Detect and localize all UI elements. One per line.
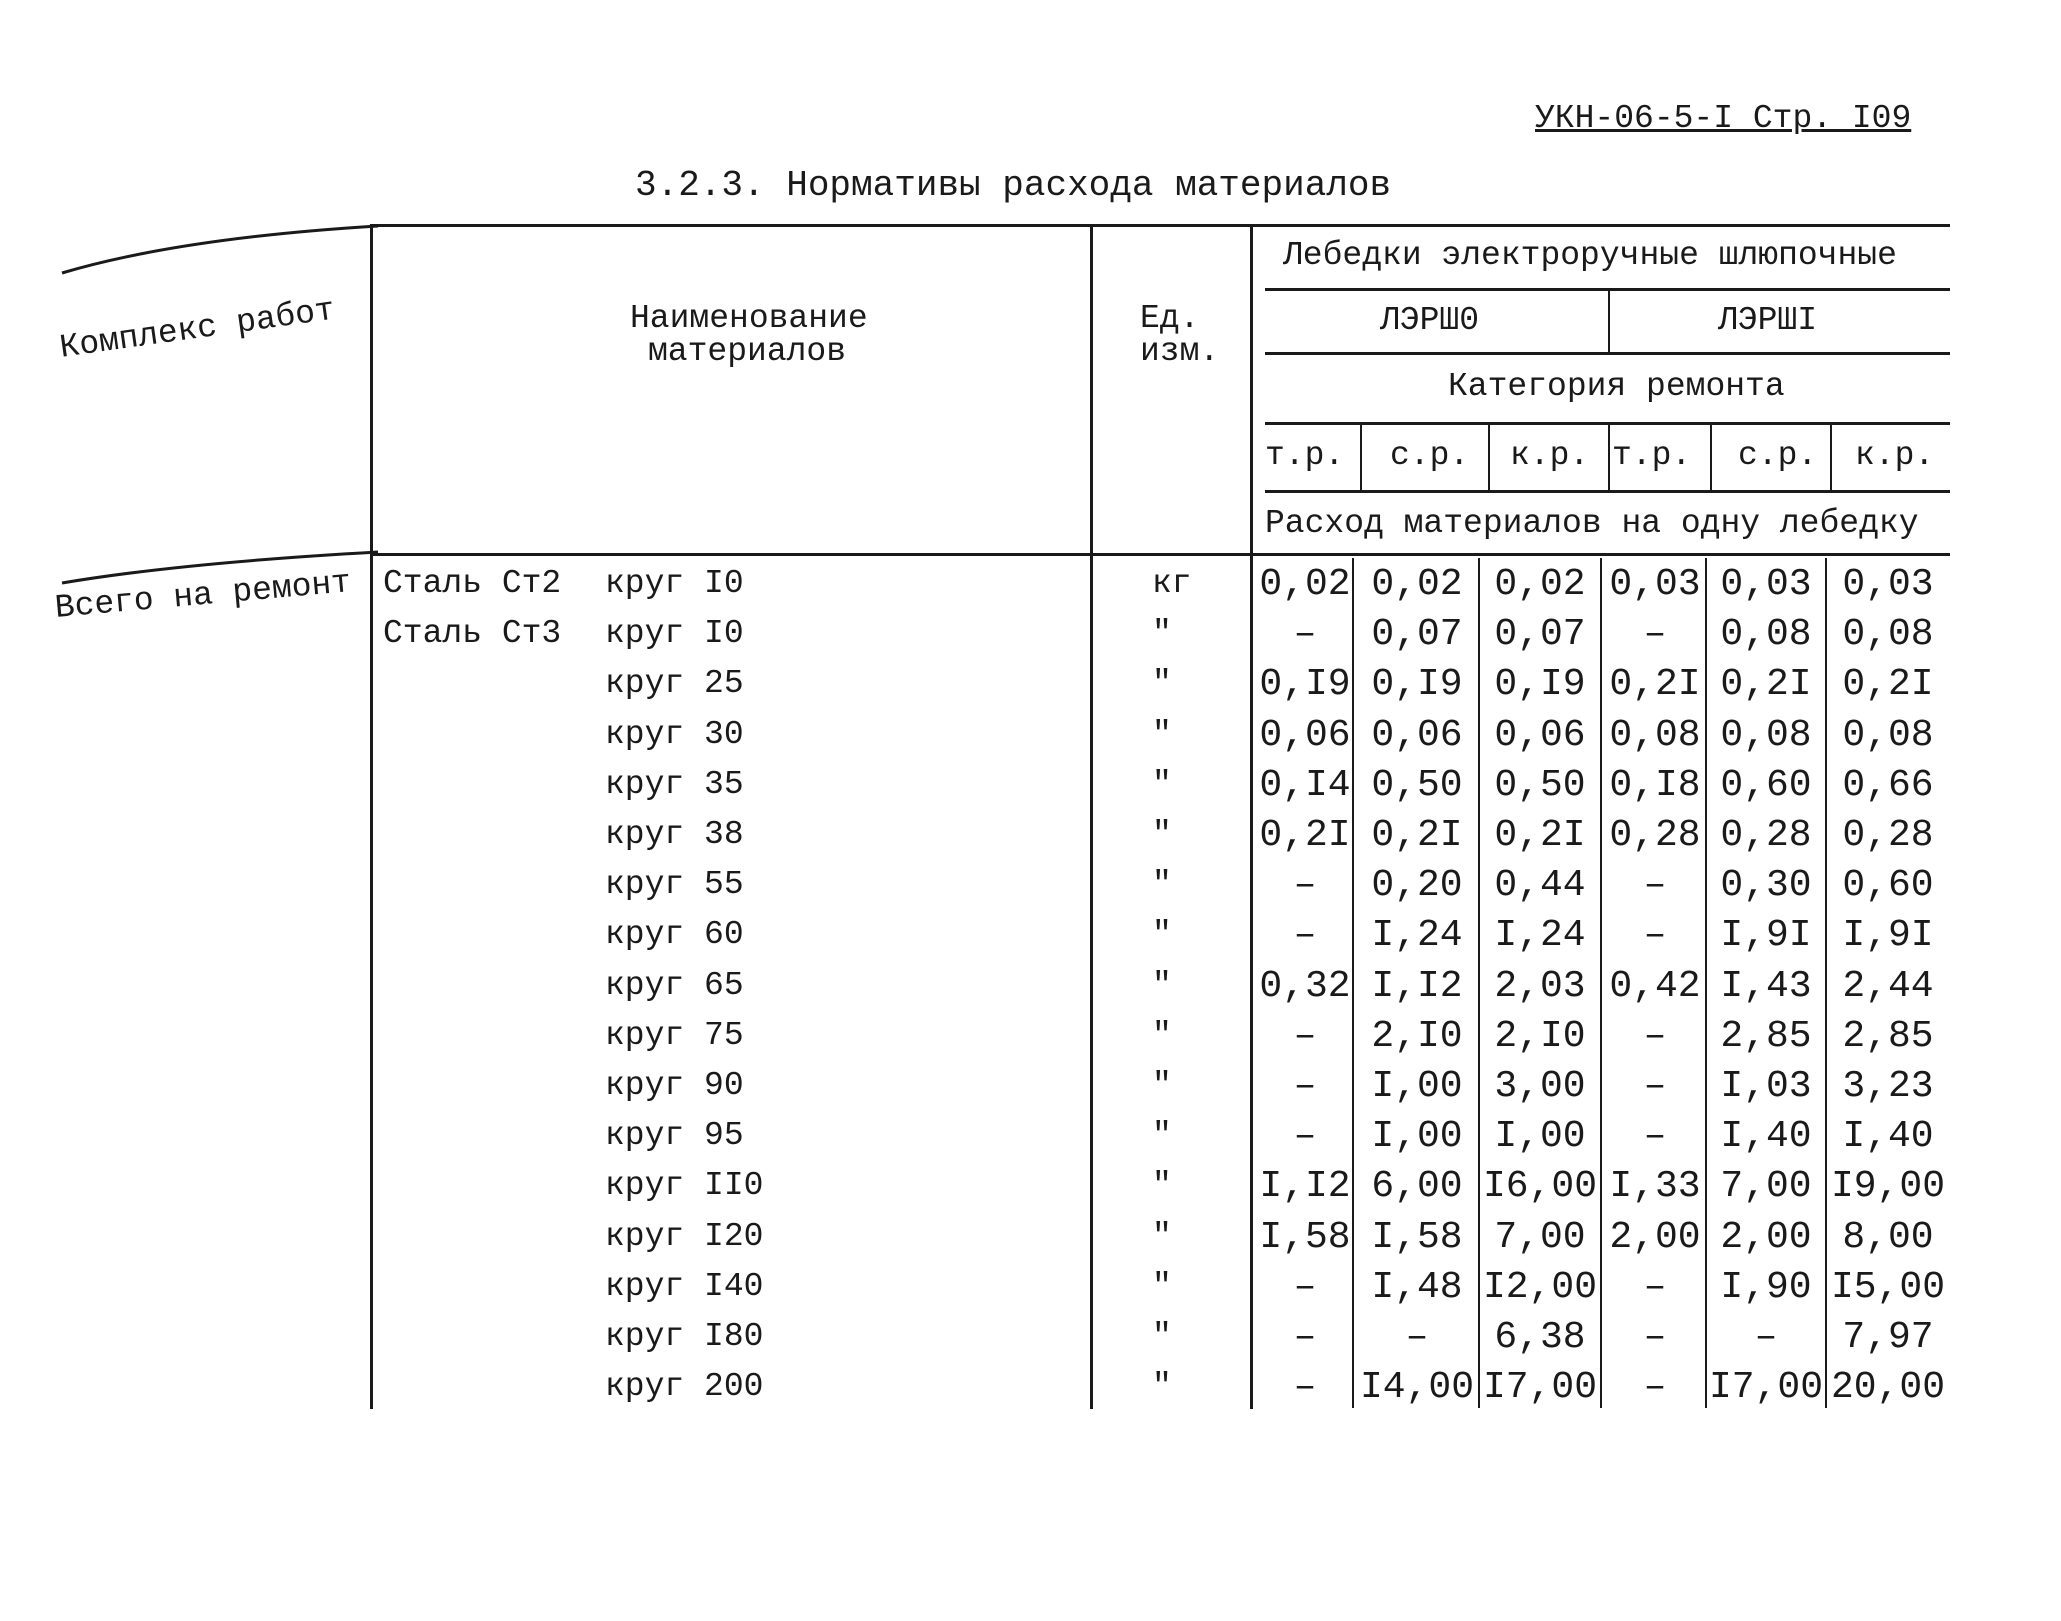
value-cell: 0,06 xyxy=(1494,713,1586,757)
value-cell: – xyxy=(1754,1316,1778,1359)
model-b-header: ЛЭРШI xyxy=(1718,302,1818,339)
unit-cell: " xyxy=(1152,1217,1172,1255)
value-cell: I,00 xyxy=(1371,1115,1463,1159)
value-cell: I,58 xyxy=(1259,1215,1351,1259)
value-cell: 0,I4 xyxy=(1259,763,1351,807)
value-cell: – xyxy=(1643,914,1667,958)
complex-label: Всего на ремонт xyxy=(53,564,353,627)
value-cell: I4,00 xyxy=(1359,1366,1475,1410)
material-item: круг 30 xyxy=(605,715,744,753)
value-cell: 0,2I xyxy=(1720,663,1812,707)
value-cell: – xyxy=(1643,1115,1667,1159)
unit-cell: " xyxy=(1152,1267,1172,1305)
top-rule xyxy=(370,224,1950,227)
material-item: круг 55 xyxy=(605,866,744,904)
category-sr-b: с.р. xyxy=(1738,437,1818,474)
material-item: круг I0 xyxy=(605,565,744,602)
unit-cell: " xyxy=(1152,1117,1172,1155)
repair-category-header: Категория ремонта xyxy=(1448,368,1785,405)
value-cell: 0,50 xyxy=(1371,763,1463,807)
value-cell: I,9I xyxy=(1720,914,1812,958)
value-cell: 0,03 xyxy=(1609,563,1701,606)
value-cell: – xyxy=(1293,1014,1317,1058)
value-cell: 2,85 xyxy=(1842,1014,1934,1058)
material-item: круг 90 xyxy=(605,1067,744,1104)
unit-cell: " xyxy=(1152,1016,1172,1054)
value-cell: 7,00 xyxy=(1720,1165,1812,1209)
unit-cell: " xyxy=(1152,765,1172,803)
category-kr-a: к.р. xyxy=(1510,437,1590,474)
material-item: круг 60 xyxy=(605,916,744,954)
value-cell: 0,2I xyxy=(1371,814,1463,857)
value-cell: 6,38 xyxy=(1494,1316,1586,1359)
value-cell: – xyxy=(1293,1065,1317,1108)
consumption-header: Расход материалов на одну лебедку xyxy=(1265,505,1919,542)
category-kr-b: к.р. xyxy=(1855,437,1935,474)
value-cell: – xyxy=(1643,613,1667,657)
material-name-header-2: материалов xyxy=(648,333,847,370)
complex-header: Комплекс работ xyxy=(57,291,338,367)
value-cell: 0,08 xyxy=(1609,713,1701,757)
value-cell: 0,44 xyxy=(1494,864,1586,908)
value-cell: I,03 xyxy=(1720,1065,1812,1108)
value-cell: I9,00 xyxy=(1830,1165,1946,1209)
value-cell: – xyxy=(1643,1014,1667,1058)
unit-header-1: Ед. xyxy=(1140,300,1200,337)
value-cell: 0,2I xyxy=(1494,814,1586,857)
unit-cell: кг xyxy=(1152,565,1192,602)
unit-cell: " xyxy=(1152,966,1172,1004)
material-item: круг II0 xyxy=(605,1167,764,1205)
material-item: круг I20 xyxy=(605,1217,764,1255)
material-name-header-1: Наименование xyxy=(630,300,868,337)
value-cell: – xyxy=(1643,1366,1667,1410)
value-cell: 0,28 xyxy=(1609,814,1701,857)
value-cell: 0,60 xyxy=(1842,864,1934,908)
value-cell: 7,97 xyxy=(1842,1316,1934,1359)
value-cell: I,58 xyxy=(1371,1215,1463,1259)
value-cell: 0,2I xyxy=(1609,663,1701,707)
unit-cell: " xyxy=(1152,1067,1172,1104)
group-header: Лебедки электроручные шлюпочные xyxy=(1283,237,1897,274)
unit-cell: " xyxy=(1152,1368,1172,1406)
material-item: круг 38 xyxy=(605,816,744,853)
value-cell: I,33 xyxy=(1609,1165,1701,1209)
value-cell: 0,50 xyxy=(1494,763,1586,807)
value-cell: 6,00 xyxy=(1371,1165,1463,1209)
value-cell: 0,02 xyxy=(1371,563,1463,606)
value-cell: I,9I xyxy=(1842,914,1934,958)
value-cell: 0,I9 xyxy=(1259,663,1351,707)
steel-grade: Сталь Ст3 xyxy=(383,615,562,653)
value-cell: 0,06 xyxy=(1371,713,1463,757)
value-cell: 0,2I xyxy=(1259,814,1351,857)
value-cell: – xyxy=(1293,1316,1317,1359)
unit-header-2: изм. xyxy=(1140,333,1220,370)
value-cell: I,I2 xyxy=(1259,1165,1351,1209)
value-cell: 0,66 xyxy=(1842,763,1934,807)
value-cell: 3,00 xyxy=(1494,1065,1586,1108)
material-item: круг 95 xyxy=(605,1117,744,1155)
value-cell: 0,60 xyxy=(1720,763,1812,807)
value-cell: 0,I9 xyxy=(1494,663,1586,707)
material-item: круг I40 xyxy=(605,1267,764,1305)
model-a-header: ЛЭРШ0 xyxy=(1380,302,1480,339)
value-cell: 0,30 xyxy=(1720,864,1812,908)
value-cell: – xyxy=(1293,1115,1317,1159)
value-cell: 0,08 xyxy=(1720,713,1812,757)
value-cell: – xyxy=(1405,1316,1429,1359)
material-item: круг I0 xyxy=(605,615,744,653)
value-cell: 0,32 xyxy=(1259,964,1351,1008)
value-cell: 20,00 xyxy=(1830,1366,1946,1410)
material-item: круг I80 xyxy=(605,1318,764,1355)
value-cell: I,48 xyxy=(1371,1265,1463,1309)
value-cell: 0,I9 xyxy=(1371,663,1463,707)
value-cell: I5,00 xyxy=(1830,1265,1946,1309)
value-cell: I,90 xyxy=(1720,1265,1812,1309)
value-cell: I,24 xyxy=(1494,914,1586,958)
unit-cell: " xyxy=(1152,916,1172,954)
value-cell: I,43 xyxy=(1720,964,1812,1008)
top-rule-curve xyxy=(60,218,380,278)
value-cell: I,I2 xyxy=(1371,964,1463,1008)
value-cell: – xyxy=(1643,1065,1667,1108)
value-cell: – xyxy=(1643,1265,1667,1309)
material-item: круг 35 xyxy=(605,765,744,803)
category-sr-a: с.р. xyxy=(1390,437,1470,474)
unit-cell: " xyxy=(1152,866,1172,904)
value-cell: 0,07 xyxy=(1494,613,1586,657)
value-cell: 0,03 xyxy=(1720,563,1812,606)
value-cell: 2,I0 xyxy=(1494,1014,1586,1058)
value-cell: I6,00 xyxy=(1482,1165,1598,1209)
value-cell: 2,00 xyxy=(1720,1215,1812,1259)
value-cell: 2,44 xyxy=(1842,964,1934,1008)
material-item: круг 200 xyxy=(605,1368,764,1406)
value-cell: – xyxy=(1293,613,1317,657)
value-cell: I2,00 xyxy=(1482,1265,1598,1309)
steel-grade: Сталь Ст2 xyxy=(383,565,562,602)
value-cell: 0,20 xyxy=(1371,864,1463,908)
value-cell: 0,08 xyxy=(1842,613,1934,657)
category-tr-b: т.р. xyxy=(1612,437,1692,474)
value-cell: I7,00 xyxy=(1708,1366,1824,1410)
header-bottom-rule xyxy=(370,553,1950,556)
value-cell: – xyxy=(1643,864,1667,908)
value-cell: 0,28 xyxy=(1842,814,1934,857)
value-cell: 0,08 xyxy=(1842,713,1934,757)
value-cell: I,00 xyxy=(1371,1065,1463,1108)
value-cell: I,24 xyxy=(1371,914,1463,958)
value-cell: 0,08 xyxy=(1720,613,1812,657)
unit-cell: " xyxy=(1152,1318,1172,1355)
value-cell: 0,02 xyxy=(1259,563,1351,606)
page-header: УКН-06-5-I Стр. I09 xyxy=(1535,100,1912,137)
value-cell: I,00 xyxy=(1494,1115,1586,1159)
unit-cell: " xyxy=(1152,615,1172,653)
unit-cell: " xyxy=(1152,665,1172,703)
value-cell: 0,I8 xyxy=(1609,763,1701,807)
value-cell: 0,2I xyxy=(1842,663,1934,707)
value-cell: 0,42 xyxy=(1609,964,1701,1008)
value-cell: 0,28 xyxy=(1720,814,1812,857)
value-cell: 0,07 xyxy=(1371,613,1463,657)
value-cell: – xyxy=(1643,1316,1667,1359)
value-cell: 0,02 xyxy=(1494,563,1586,606)
material-item: круг 25 xyxy=(605,665,744,703)
value-cell: 8,00 xyxy=(1842,1215,1934,1259)
value-cell: – xyxy=(1293,914,1317,958)
category-tr-a: т.р. xyxy=(1265,437,1345,474)
material-item: круг 75 xyxy=(605,1016,744,1054)
unit-cell: " xyxy=(1152,1167,1172,1205)
value-cell: 7,00 xyxy=(1494,1215,1586,1259)
value-cell: 2,85 xyxy=(1720,1014,1812,1058)
value-cell: I,40 xyxy=(1720,1115,1812,1159)
value-cell: 2,I0 xyxy=(1371,1014,1463,1058)
unit-cell: " xyxy=(1152,715,1172,753)
value-cell: – xyxy=(1293,1265,1317,1309)
value-cell: 2,00 xyxy=(1609,1215,1701,1259)
value-cell: I,40 xyxy=(1842,1115,1934,1159)
value-cell: 2,03 xyxy=(1494,964,1586,1008)
value-cell: 3,23 xyxy=(1842,1065,1934,1108)
unit-cell: " xyxy=(1152,816,1172,853)
value-cell: – xyxy=(1293,1366,1317,1410)
value-cell: 0,03 xyxy=(1842,563,1934,606)
value-cell: I7,00 xyxy=(1482,1366,1598,1410)
value-cell: 0,06 xyxy=(1259,713,1351,757)
section-title: 3.2.3. Нормативы расхода материалов xyxy=(635,165,1392,206)
value-cell: – xyxy=(1293,864,1317,908)
material-item: круг 65 xyxy=(605,966,744,1004)
